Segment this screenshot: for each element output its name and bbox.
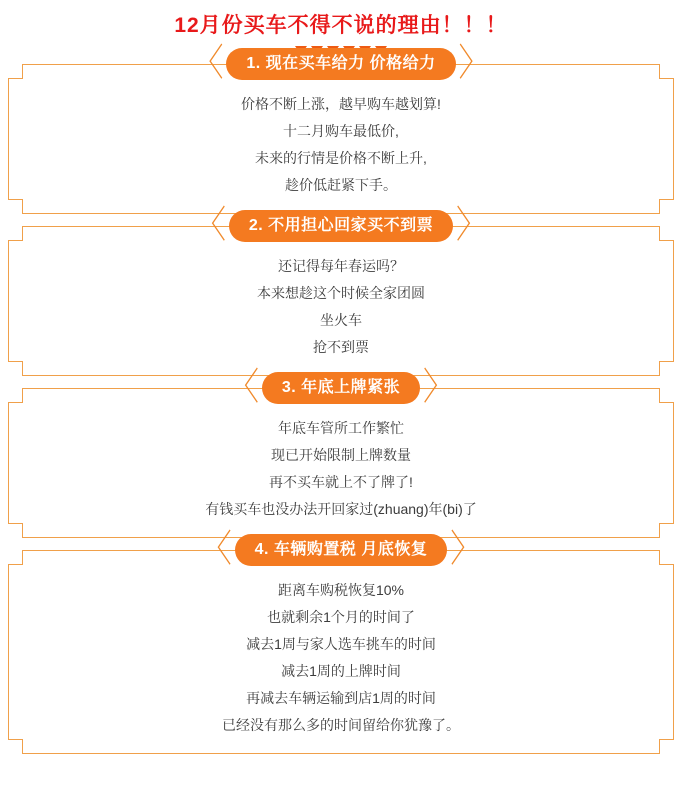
- corner-notch: [659, 550, 674, 565]
- section-3: [8, 366, 674, 538]
- section-1-body: [19, 91, 663, 199]
- bracket-right-icon: 〉: [458, 42, 489, 84]
- bracket-left-icon: 〈: [193, 42, 224, 84]
- section-1-title: 1. 现在买车给力 价格给力: [226, 48, 455, 80]
- body-line: 未来的行情是价格不断上升,: [255, 150, 427, 166]
- triangle-down-icon: [295, 46, 307, 55]
- bracket-left-icon: 〈: [201, 528, 232, 570]
- body-line: 还记得每年春运吗？: [278, 258, 404, 274]
- body-line: 再不买车就上不了牌了!: [269, 474, 413, 490]
- arrow-divider: [0, 44, 682, 60]
- section-3-header: [9, 366, 673, 408]
- body-line: 也就剩余1个月的时间了: [267, 609, 415, 625]
- page-title: 12月份买车不得不说的理由！！！: [174, 14, 508, 37]
- body-line: 减去1周与家人选车挑车的时间: [246, 636, 436, 652]
- body-line: 坐火车: [320, 312, 362, 328]
- corner-notch: [659, 199, 674, 214]
- body-line: 抢不到票: [313, 339, 369, 355]
- body-line: 年底车管所工作繁忙: [278, 420, 404, 436]
- body-line: 距离车购税恢复10%: [277, 582, 405, 598]
- section-4-header: [9, 528, 673, 570]
- corner-notch: [659, 361, 674, 376]
- corner-notch: [8, 361, 23, 376]
- section-3-title: 3. 年底上牌紧张: [262, 372, 420, 404]
- corner-notch: [8, 64, 23, 79]
- section-2-title: 2. 不用担心回家买不到票: [229, 210, 453, 242]
- triangle-down-icon: [359, 46, 371, 55]
- body-line: 现已开始限制上牌数量: [271, 447, 411, 463]
- corner-notch: [659, 64, 674, 79]
- section-3-body: [19, 415, 663, 523]
- corner-notch: [8, 388, 23, 403]
- bracket-right-icon: 〉: [423, 366, 454, 408]
- bracket-left-icon: 〈: [228, 366, 259, 408]
- corner-notch: [8, 226, 23, 241]
- body-line: 已经没有那么多的时间留给你犹豫了。: [222, 717, 460, 733]
- section-2-body: [19, 253, 663, 361]
- body-line: 减去1周的上牌时间: [281, 663, 401, 679]
- corner-notch: [659, 523, 674, 538]
- corner-notch: [8, 550, 23, 565]
- bracket-right-icon: 〉: [450, 528, 481, 570]
- section-2-header: [9, 204, 673, 246]
- bracket-left-icon: 〈: [195, 204, 226, 246]
- body-line: 价格不断上涨，越早购车越划算!: [241, 96, 441, 112]
- corner-notch: [659, 388, 674, 403]
- corner-notch: [659, 739, 674, 754]
- corner-notch: [659, 226, 674, 241]
- body-line: 趁价低赶紧下手。: [285, 177, 397, 193]
- section-2: [8, 204, 674, 376]
- section-4: [8, 528, 674, 754]
- triangle-down-icon: [375, 46, 387, 55]
- corner-notch: [8, 199, 23, 214]
- corner-notch: [8, 739, 23, 754]
- body-line: 再减去车辆运输到店1周的时间: [246, 690, 436, 706]
- bracket-right-icon: 〉: [456, 204, 487, 246]
- triangle-down-icon: [311, 46, 323, 55]
- body-line: 有钱买车也没办法开回家过(zhuang)年(bi)了: [205, 501, 477, 517]
- section-1: [8, 42, 674, 214]
- triangle-down-icon: [327, 46, 339, 55]
- body-line: 十二月购车最低价,: [283, 123, 399, 139]
- body-line: 本来想趁这个时候全家团圆: [257, 285, 425, 301]
- triangle-down-icon: [343, 46, 355, 55]
- corner-notch: [8, 523, 23, 538]
- section-4-title: 4. 车辆购置税 月底恢复: [235, 534, 448, 566]
- section-4-body: [19, 577, 663, 739]
